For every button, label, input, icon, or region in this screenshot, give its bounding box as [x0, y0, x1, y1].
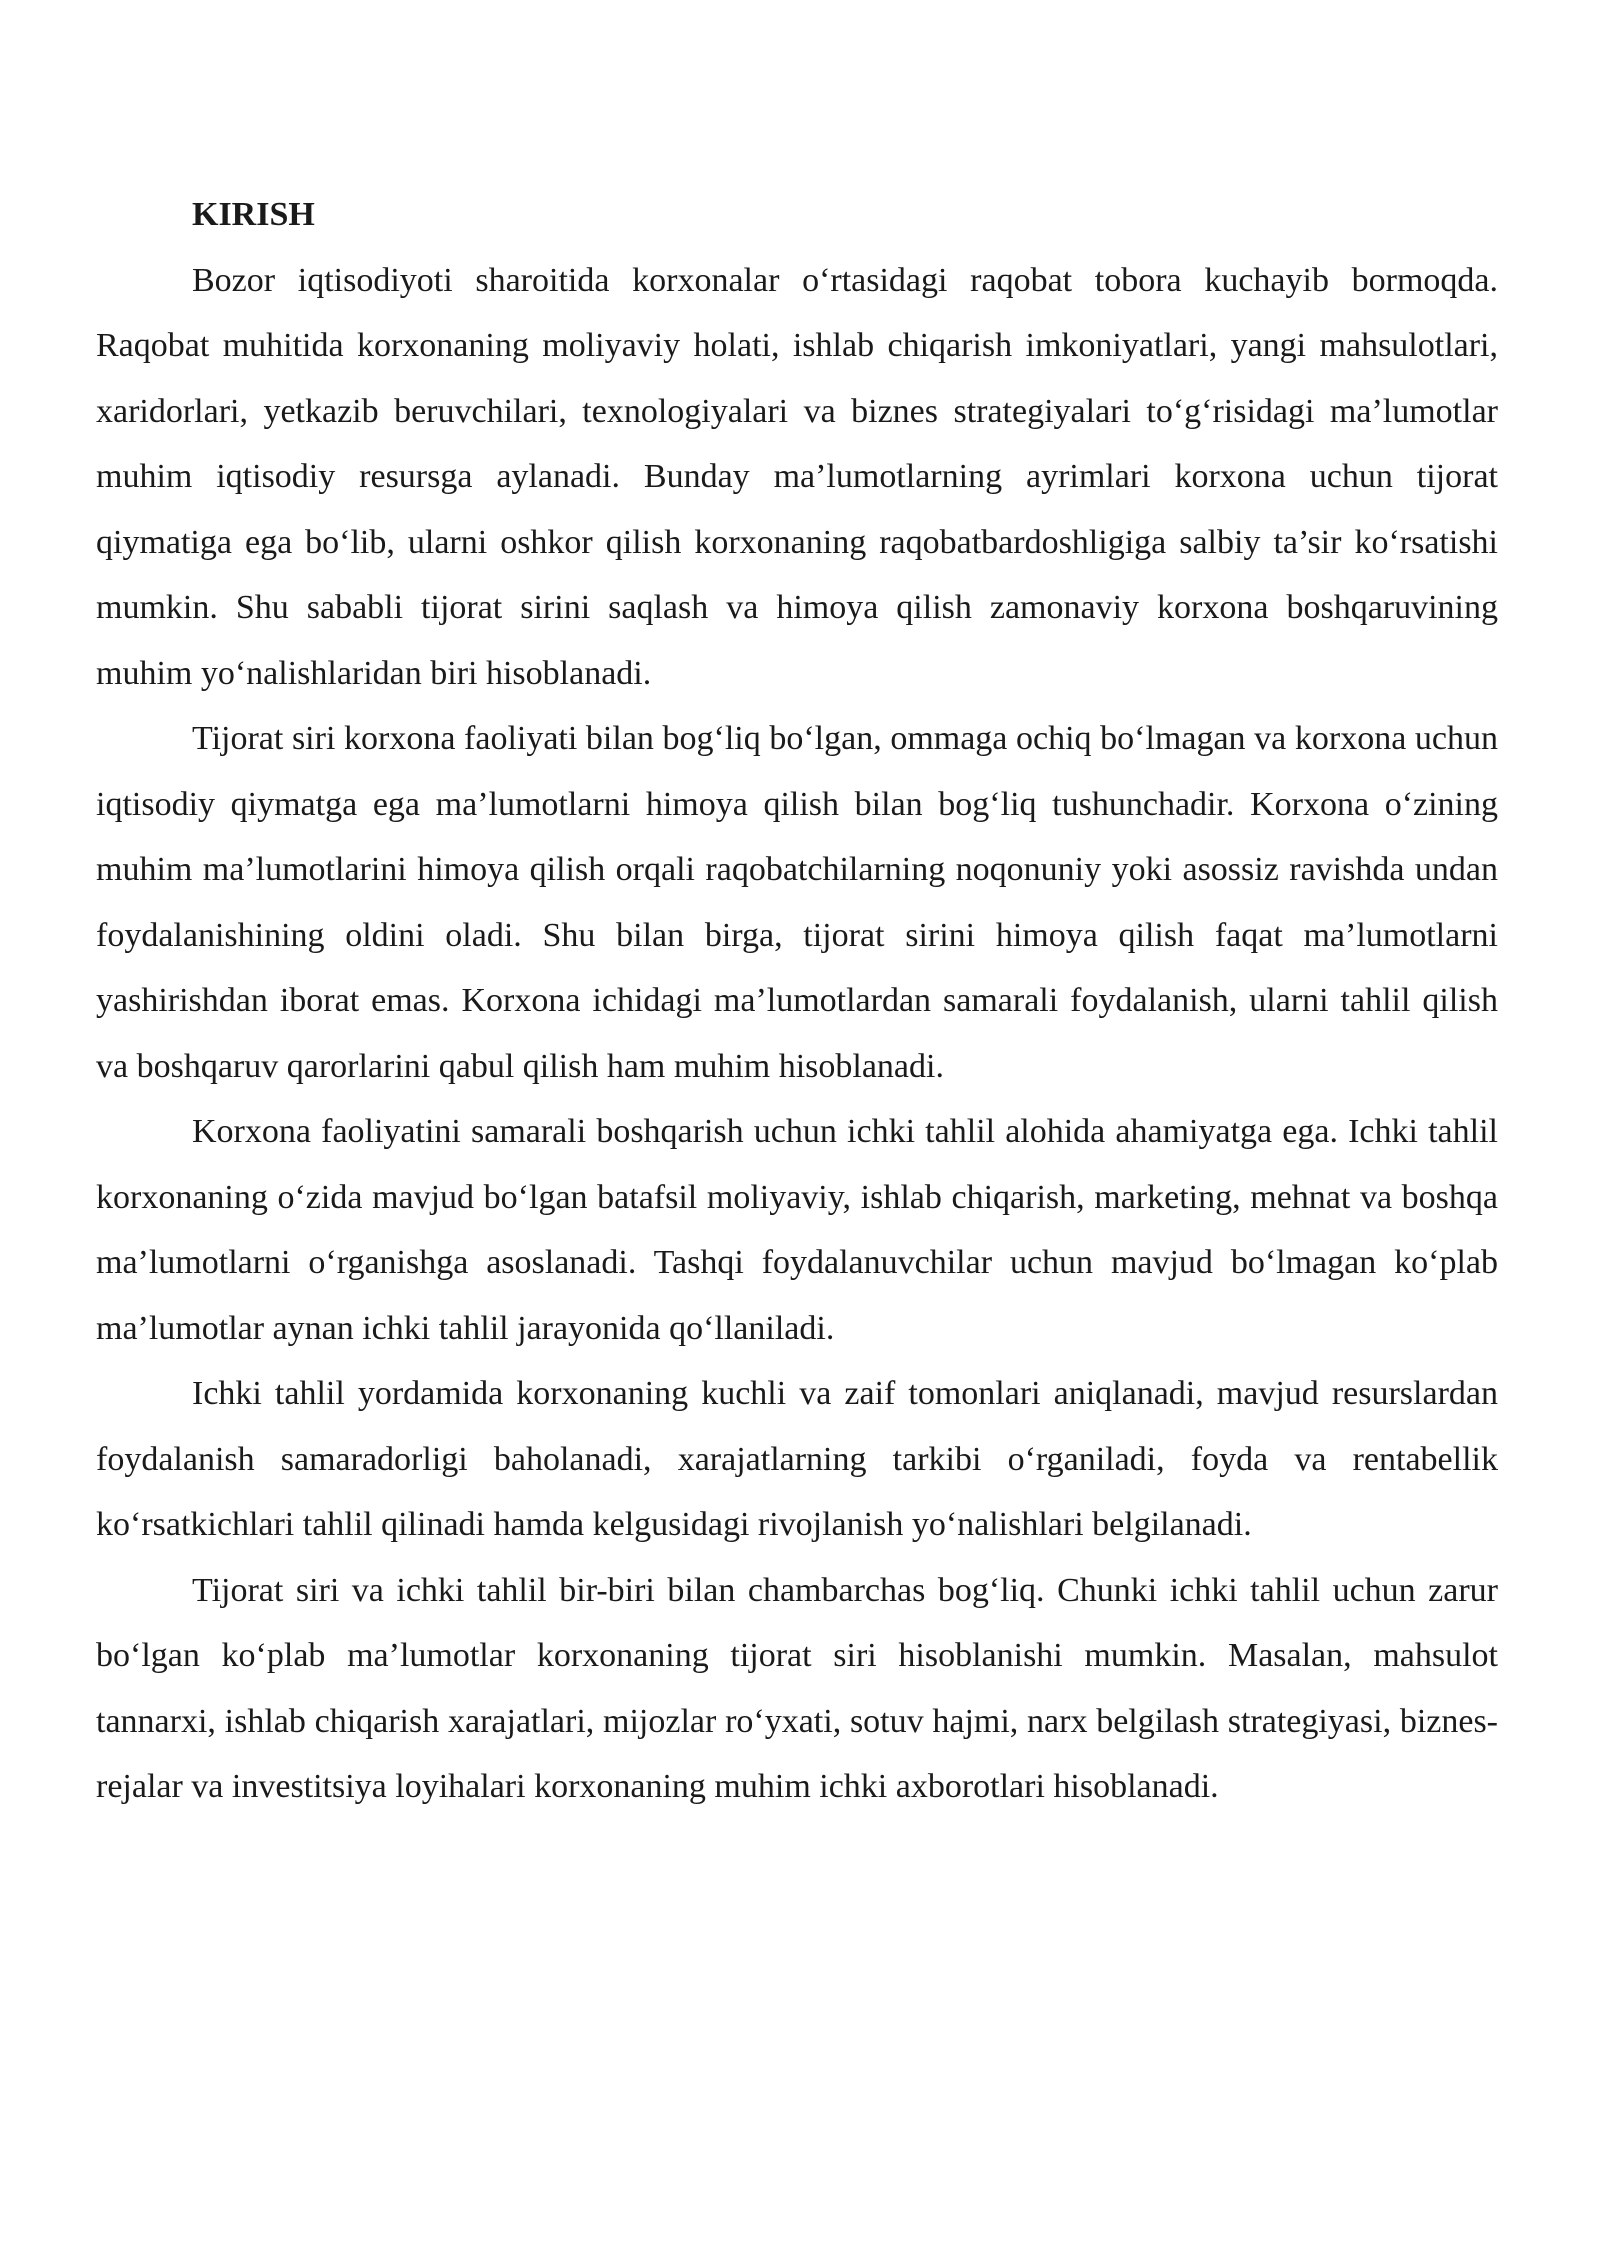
document-body	[96, 182, 1498, 1820]
paragraph-4: Ichki tahlil yordamida korxonaning kuchli va zaif tomonlari aniqlanadi, mavjud resurslardan foydalanish samaradorligi baholanadi, xarajatlarning tarkibi o‘rganiladi, foyda va rentabellik ko‘rsatkichlari tahlil qilinadi hamda kelgusidagi rivojlanish yo‘nalishlari belgilanadi.	[96, 1375, 1498, 1543]
paragraph-2: Tijorat siri korxona faoliyati bilan bog‘liq bo‘lgan, ommaga ochiq bo‘lmagan va korxona uchun iqtisodiy qiymatga ega ma’lumotlarni himoya qilish bilan bog‘liq tushunchadir. Korxona o‘zining muhim ma’lumotlarini himoya qilish orqali raqobatchilarning noqonuniy yoki asossiz ravishda undan foydalanishining oldini oladi. Shu bilan birga, tijorat sirini himoya qilish faqat ma’lumotlarni yashirishdan iborat emas. Korxona ichidagi ma’lumotlardan samarali foydalanish, ularni tahlil qilish va boshqaruv qarorlarini qabul qilish ham muhim hisoblanadi.	[96, 720, 1498, 1085]
paragraph-5: Tijorat siri va ichki tahlil bir-biri bilan chambarchas bog‘liq. Chunki ichki tahlil uchun zarur bo‘lgan ko‘plab ma’lumotlar korxonaning tijorat siri hisoblanishi mumkin. Masalan, mahsulot tannarxi, ishlab chiqarish xarajatlari, mijozlar ro‘yxati, sotuv hajmi, narx belgilash strategiyasi, biznes-rejalar va investitsiya loyihalari korxonaning muhim ichki axborotlari hisoblanadi.	[96, 1571, 1498, 1805]
section-heading: KIRISH	[192, 196, 315, 233]
paragraph-1: Bozor iqtisodiyoti sharoitida korxonalar o‘rtasidagi raqobat tobora kuchayib bormoqda. Raqobat muhitida korxonaning moliyaviy holati, ishlab chiqarish imkoniyatlari, yangi mahsulotlari, xaridorlari, yetkazib beruvchilari, texnologiyalari va biznes strategiyalari to‘g‘risidagi ma’lumotlar muhim iqtisodiy resursga aylanadi. Bunday ma’lumotlarning ayrimlari korxona uchun tijorat qiymatiga ega bo‘lib, ularni oshkor qilish korxonaning raqobatbardoshligiga salbiy ta’sir ko‘rsatishi mumkin. Shu sababli tijorat sirini saqlash va himoya qilish zamonaviy korxona boshqaruvining muhim yo‘nalishlaridan biri hisoblanadi.	[96, 261, 1498, 692]
paragraph-3: Korxona faoliyatini samarali boshqarish uchun ichki tahlil alohida ahamiyatga ega. Ichki tahlil korxonaning o‘zida mavjud bo‘lgan batafsil moliyaviy, ishlab chiqarish, marketing, mehnat va boshqa ma’lumotlarni o‘rganishga asoslanadi. Tashqi foydalanuvchilar uchun mavjud bo‘lmagan ko‘plab ma’lumotlar aynan ichki tahlil jarayonida qo‘llaniladi.	[96, 1113, 1498, 1347]
